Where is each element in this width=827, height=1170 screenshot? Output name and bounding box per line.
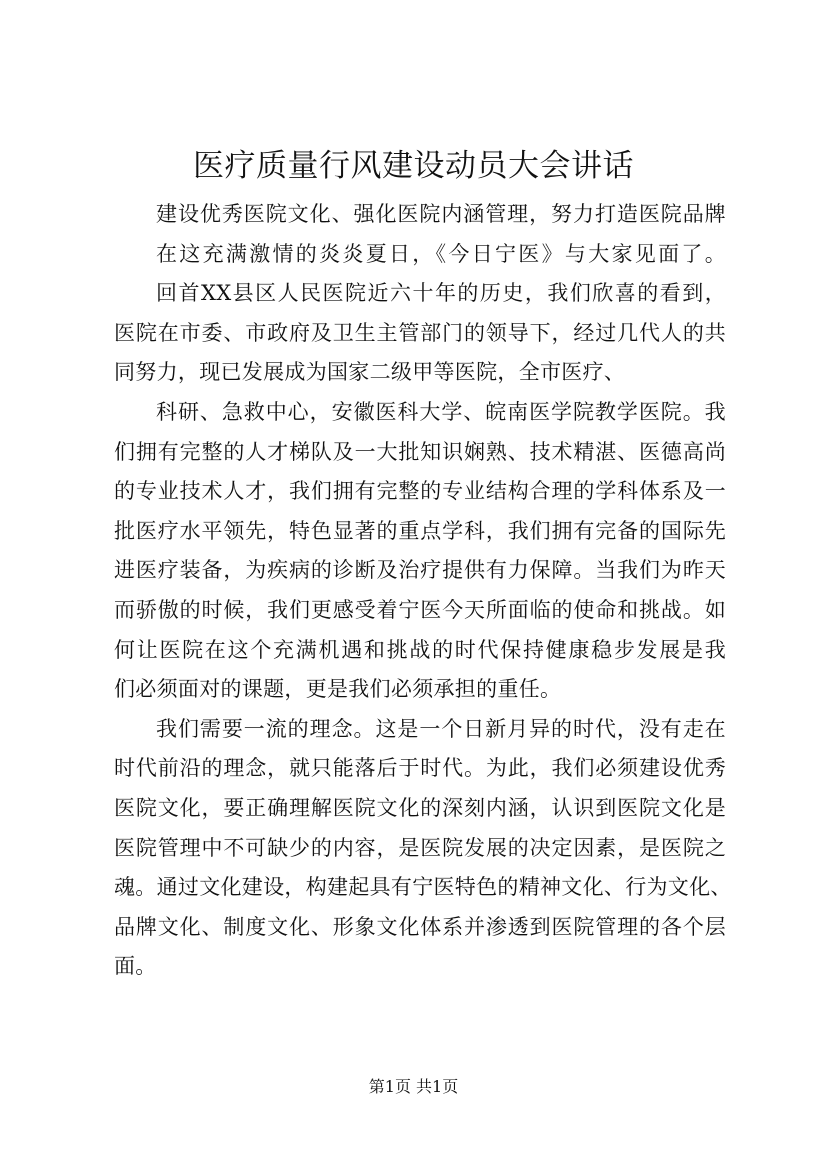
text-line: 回首XX县区人民医院近六十年的历史，我们欣喜的看到， bbox=[156, 281, 726, 306]
text-line: 医院在市委、市政府及卫生主管部门的领导下，经过几代人的共 bbox=[114, 320, 726, 345]
document-body bbox=[114, 195, 732, 987]
text-line: 医院文化，要正确理解医院文化的深刻内涵，认识到医院文化是 bbox=[114, 795, 726, 820]
text-line: 们必须面对的课题，更是我们必须承担的重任。 bbox=[114, 677, 562, 702]
text-line: 何让医院在这个充满机遇和挑战的时代保持健康稳步发展是我 bbox=[114, 637, 726, 662]
text-line: 建设优秀医院文化、强化医院内涵管理，努力打造医院品牌 bbox=[156, 202, 726, 226]
text-line: 同努力，现已发展成为国家二级甲等医院，全市医疗、 bbox=[114, 360, 626, 385]
text-line: 的专业技术人才，我们拥有完整的专业结构合理的学科体系及一 bbox=[114, 479, 726, 504]
text-line: 科研、急救中心，安徽医科大学、皖南医学院教学医院。我 bbox=[156, 399, 726, 424]
page-footer: 第1页 共1页 bbox=[368, 1077, 459, 1096]
document-title: 医疗质量行风建设动员大会讲话 bbox=[193, 148, 634, 184]
text-line: 在这充满激情的炎炎夏日，《今日宁医》与大家见面了。 bbox=[156, 241, 726, 266]
text-line: 面。 bbox=[114, 954, 157, 979]
text-line: 医院管理中不可缺少的内容，是医院发展的决定因素，是医院之 bbox=[114, 835, 726, 860]
text-line: 我们需要一流的理念。这是一个日新月异的时代，没有走在 bbox=[156, 716, 726, 741]
text-line: 而骄傲的时候，我们更感受着宁医今天所面临的使命和挑战。如 bbox=[114, 597, 726, 622]
text-line: 时代前沿的理念，就只能落后于时代。为此，我们必须建设优秀 bbox=[114, 756, 726, 781]
text-line: 们拥有完整的人才梯队及一大批知识娴熟、技术精湛、医德高尚 bbox=[114, 439, 726, 464]
text-line: 魂。通过文化建设，构建起具有宁医特色的精神文化、行为文化、 bbox=[114, 875, 732, 900]
text-line: 品牌文化、制度文化、形象文化体系并渗透到医院管理的各个层 bbox=[114, 914, 726, 939]
text-line: 进医疗装备，为疾病的诊断及治疗提供有力保障。当我们为昨天 bbox=[114, 558, 726, 583]
text-line: 批医疗水平领先，特色显著的重点学科，我们拥有完备的国际先 bbox=[114, 518, 726, 543]
